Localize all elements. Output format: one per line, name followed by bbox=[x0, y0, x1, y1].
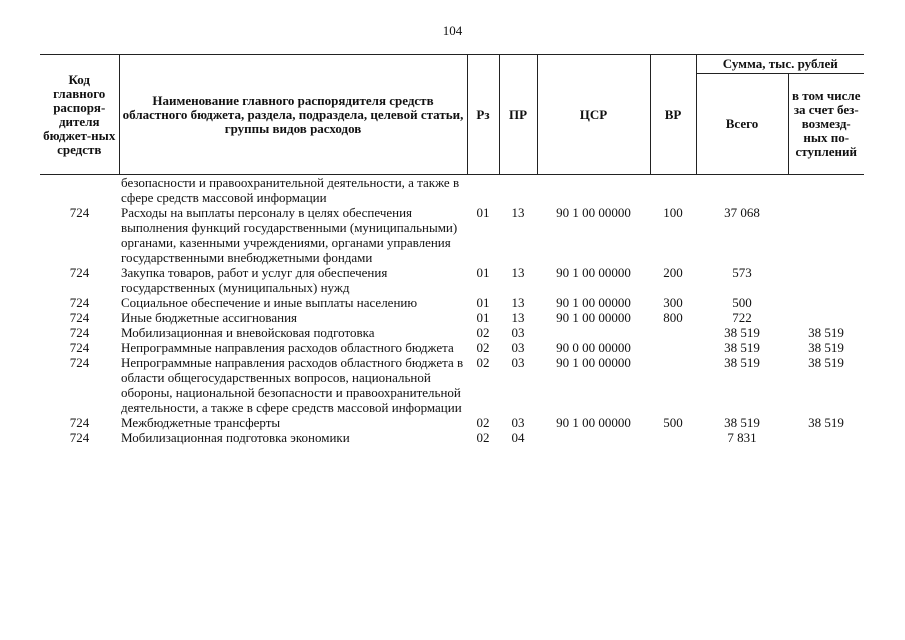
header-code: Код главного распоря-дителя бюджет-ных средств bbox=[40, 55, 119, 175]
cell-free bbox=[788, 205, 864, 265]
cell-rz: 02 bbox=[476, 430, 490, 445]
cell-free: 38 519 bbox=[808, 340, 844, 355]
cell-code: 724 bbox=[69, 415, 90, 430]
cell-total: 722 bbox=[732, 310, 752, 325]
cell-csr: 90 1 00 00000 bbox=[556, 415, 631, 430]
cell-pr: 13 bbox=[511, 265, 525, 280]
cell-vr: 100 bbox=[663, 205, 683, 220]
cell-code: 724 bbox=[69, 355, 90, 370]
cell-code: 724 bbox=[69, 325, 90, 340]
cell-rz: 02 bbox=[476, 415, 490, 430]
cell-rz: 02 bbox=[476, 340, 490, 355]
cell-name: Иные бюджетные ассигнования bbox=[121, 310, 298, 325]
cell-name: Социальное обеспечение и иные выплаты населению bbox=[121, 295, 418, 310]
header-vr: ВР bbox=[650, 55, 696, 175]
cell-csr: 90 1 00 00000 bbox=[556, 295, 631, 310]
cell-rz bbox=[467, 175, 499, 206]
cell-rz: 01 bbox=[476, 310, 490, 325]
cell-vr: 500 bbox=[663, 415, 683, 430]
header-sum: Сумма, тыс. рублей bbox=[696, 55, 864, 74]
cell-total: 38 519 bbox=[724, 355, 760, 370]
cell-total: 38 519 bbox=[724, 325, 760, 340]
cell-name: Мобилизационная подготовка экономики bbox=[121, 430, 350, 445]
cell-vr: 300 bbox=[663, 295, 683, 310]
cell-vr bbox=[650, 340, 696, 355]
cell-free bbox=[788, 265, 864, 295]
cell-total: 37 068 bbox=[724, 205, 760, 220]
cell-csr: 90 1 00 00000 bbox=[556, 265, 631, 280]
cell-free bbox=[788, 310, 864, 325]
header-name: Наименование главного распорядителя средств областного бюджета, раздела, подраздела, целевой статьи, группы видов расходов bbox=[119, 55, 467, 175]
cell-code: 724 bbox=[69, 430, 90, 445]
cell-free: 38 519 bbox=[808, 415, 844, 430]
table-header bbox=[40, 55, 864, 175]
cell-csr bbox=[537, 325, 650, 340]
table-row bbox=[40, 175, 864, 206]
cell-total: 500 bbox=[732, 295, 752, 310]
cell-pr: 03 bbox=[511, 340, 525, 355]
cell-total bbox=[696, 175, 788, 206]
cell-vr bbox=[650, 355, 696, 415]
table-row bbox=[40, 295, 864, 310]
cell-name: Закупка товаров, работ и услуг для обеспечения государственных (муниципальных) нужд bbox=[121, 265, 388, 295]
header-rz: Рз bbox=[467, 55, 499, 175]
table-row bbox=[40, 325, 864, 340]
cell-pr bbox=[499, 175, 537, 206]
page-number: 104 bbox=[442, 23, 463, 38]
cell-total: 38 519 bbox=[724, 340, 760, 355]
header-free: в том числе за счет без-возмезд-ных по-ступлений bbox=[788, 74, 864, 175]
cell-vr bbox=[650, 430, 696, 445]
budget-table bbox=[40, 54, 864, 445]
cell-vr bbox=[650, 325, 696, 340]
cell-pr: 03 bbox=[511, 415, 525, 430]
table-row bbox=[40, 430, 864, 445]
cell-name: Расходы на выплаты персоналу в целях обеспечения выполнения функций государственными (муниципальными) органами, казенными учреждениями, органами управления государственными внебюджетными фондами bbox=[121, 205, 458, 265]
cell-csr: 90 1 00 00000 bbox=[556, 355, 631, 370]
cell-rz: 01 bbox=[476, 265, 490, 280]
cell-total: 7 831 bbox=[727, 430, 757, 445]
cell-rz: 02 bbox=[476, 325, 490, 340]
cell-code bbox=[40, 175, 119, 206]
table-body bbox=[40, 175, 864, 446]
cell-total: 573 bbox=[732, 265, 752, 280]
cell-total: 38 519 bbox=[724, 415, 760, 430]
table-row bbox=[40, 340, 864, 355]
cell-rz: 01 bbox=[476, 295, 490, 310]
cell-vr bbox=[650, 175, 696, 206]
table-row bbox=[40, 355, 864, 415]
header-csr: ЦСР bbox=[537, 55, 650, 175]
cell-rz: 02 bbox=[476, 355, 490, 370]
cell-free bbox=[788, 430, 864, 445]
cell-pr: 04 bbox=[511, 430, 525, 445]
header-pr: ПР bbox=[499, 55, 537, 175]
cell-code: 724 bbox=[69, 310, 90, 325]
cell-name: Межбюджетные трансферты bbox=[121, 415, 281, 430]
cell-name: безопасности и правоохранительной деятельности, а также в сфере средств массовой информации bbox=[121, 175, 460, 205]
cell-vr: 800 bbox=[663, 310, 683, 325]
cell-pr: 13 bbox=[511, 295, 525, 310]
cell-pr: 13 bbox=[511, 310, 525, 325]
cell-code: 724 bbox=[69, 340, 90, 355]
cell-free: 38 519 bbox=[808, 355, 844, 370]
table-row bbox=[40, 265, 864, 295]
cell-name: Непрограммные направления расходов областного бюджета в области общегосударственных вопросов, национальной обороны, национальной безопасности и правоохранительной деятельности, а также в сфере средств массовой информации bbox=[121, 355, 464, 415]
cell-csr: 90 0 00 00000 bbox=[556, 340, 631, 355]
cell-name: Непрограммные направления расходов областного бюджета bbox=[121, 340, 454, 355]
cell-csr bbox=[537, 430, 650, 445]
table-row bbox=[40, 415, 864, 430]
cell-free bbox=[788, 295, 864, 310]
cell-pr: 03 bbox=[511, 355, 525, 370]
cell-code: 724 bbox=[69, 265, 90, 280]
cell-pr: 13 bbox=[511, 205, 525, 220]
cell-csr: 90 1 00 00000 bbox=[556, 310, 631, 325]
table-row bbox=[40, 310, 864, 325]
table-row bbox=[40, 205, 864, 265]
cell-csr bbox=[537, 175, 650, 206]
cell-pr: 03 bbox=[511, 325, 525, 340]
cell-csr: 90 1 00 00000 bbox=[556, 205, 631, 220]
cell-code: 724 bbox=[69, 205, 90, 220]
header-total: Всего bbox=[696, 74, 788, 175]
cell-free bbox=[788, 175, 864, 206]
cell-code: 724 bbox=[69, 295, 90, 310]
cell-free: 38 519 bbox=[808, 325, 844, 340]
cell-name: Мобилизационная и вневойсковая подготовка bbox=[121, 325, 375, 340]
cell-vr: 200 bbox=[663, 265, 683, 280]
cell-rz: 01 bbox=[476, 205, 490, 220]
